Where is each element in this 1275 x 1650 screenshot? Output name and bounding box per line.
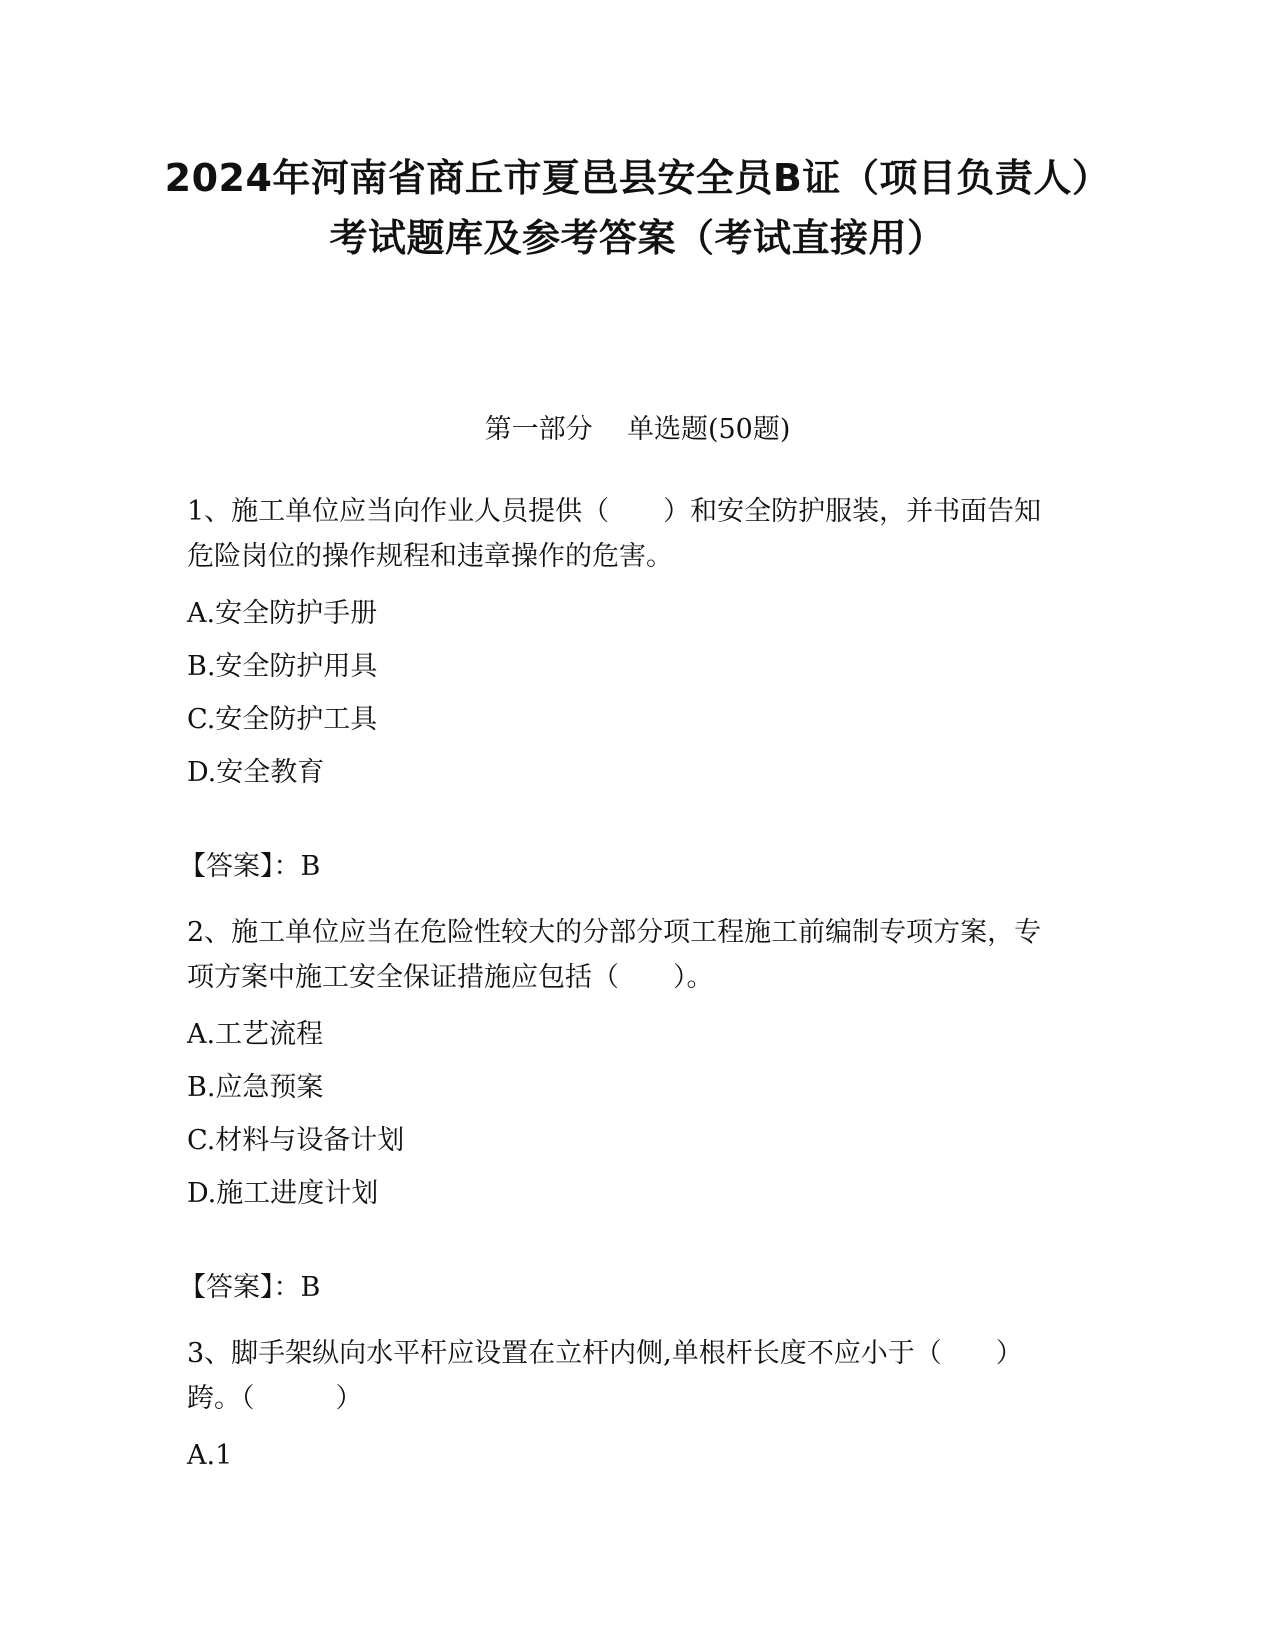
option-b: B.应急预案	[187, 1072, 324, 1103]
option-a: A.安全防护手册	[187, 598, 378, 629]
document-title: 2024年河南省商丘市夏邑县安全员B证（项目负责人）考试题库及参考答案（考试直接用）	[164, 156, 1111, 260]
option-c: C.材料与设备计划	[187, 1125, 405, 1156]
question-text: 2、施工单位应当在危险性较大的分部分项工程施工前编制专项方案，专项方案中施工安全保证措施应包括（ ）。	[187, 917, 1042, 993]
option-a: A.工艺流程	[187, 1019, 324, 1050]
option-a: A.1	[187, 1440, 233, 1471]
question-2	[179, 910, 1067, 1306]
option-d: D.安全教育	[187, 757, 325, 788]
answer-label: 【答案】：B	[179, 1272, 321, 1303]
answer-label: 【答案】：B	[179, 851, 321, 882]
question-text: 1、施工单位应当向作业人员提供（ ）和安全防护服装，并书面告知危险岗位的操作规程和违章操作的危害。	[187, 496, 1042, 572]
option-c: C.安全防护工具	[187, 704, 378, 735]
question-1	[179, 489, 1067, 885]
question-3	[187, 1331, 1067, 1474]
section-heading: 第一部分 单选题(50题)	[484, 414, 791, 445]
option-d: D.施工进度计划	[187, 1178, 379, 1209]
option-b: B.安全防护用具	[187, 651, 378, 682]
question-text: 3、脚手架纵向水平杆应设置在立杆内侧,单根杆长度不应小于（ ）跨。（ ）	[187, 1338, 1023, 1414]
